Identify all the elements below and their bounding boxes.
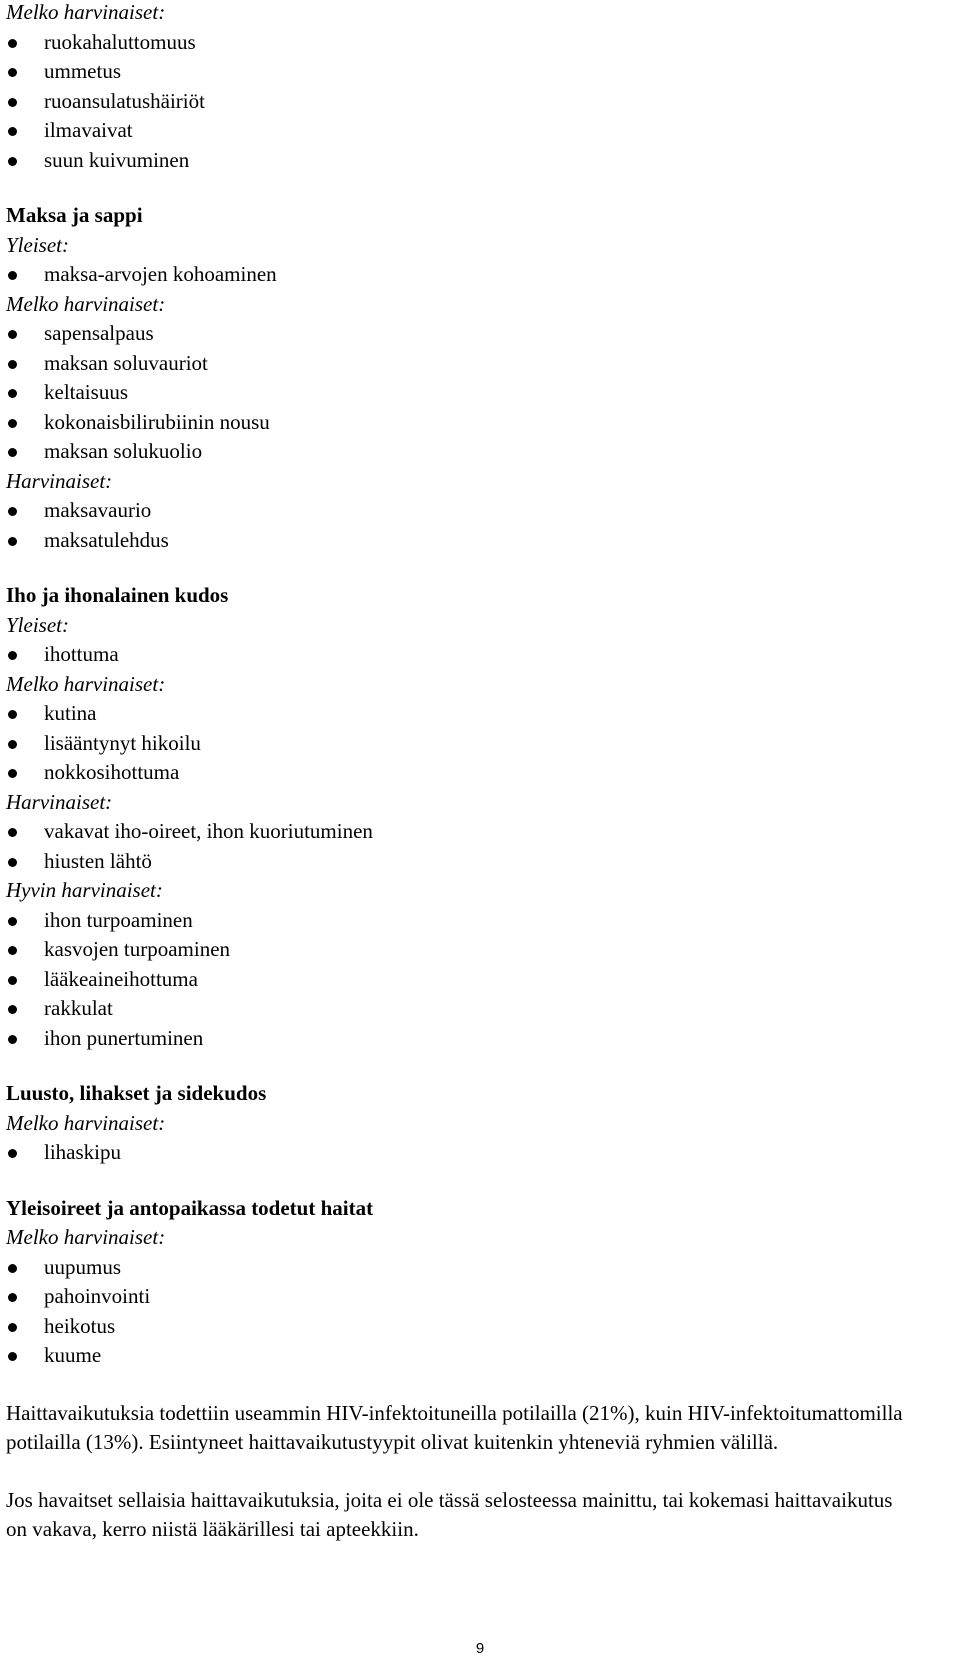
- list-item: suun kuivuminen: [6, 146, 906, 176]
- list-item: maksan soluvauriot: [6, 349, 906, 379]
- list-item: rakkulat: [6, 994, 906, 1024]
- side-effect-list: [6, 496, 906, 555]
- document-body: [6, 0, 906, 1545]
- list-item: pahoinvointi: [6, 1282, 906, 1312]
- section: [6, 0, 906, 175]
- side-effect-list: [6, 1138, 906, 1168]
- section: [6, 581, 906, 1053]
- reporting-paragraph: Jos havaitset sellaisia haittavaikutuksia, joita ei ole tässä selosteessa mainittu, tai kokemasi haittavaikutus on vakava, kerro niistä lääkärillesi tai apteekkiin.: [6, 1487, 893, 1541]
- list-item: sapensalpaus: [6, 319, 906, 349]
- frequency-label: Melko harvinaiset:: [6, 1225, 166, 1249]
- page-number: 9: [475, 1640, 485, 1657]
- frequency-label: Harvinaiset:: [6, 468, 113, 493]
- section: [6, 1194, 906, 1371]
- list-item: lisääntynyt hikoilu: [6, 729, 906, 759]
- list-item: nokkosihottuma: [6, 758, 906, 788]
- frequency-label: Hyvin harvinaiset:: [6, 878, 163, 902]
- list-item: ilmavaivat: [6, 116, 906, 146]
- list-item: maksavaurio: [6, 496, 906, 526]
- list-item: kuume: [6, 1341, 906, 1371]
- list-item: vakavat iho-oireet, ihon kuoriutuminen: [6, 817, 906, 847]
- list-item: ummetus: [6, 57, 906, 87]
- side-effect-sections: [6, 0, 906, 1371]
- list-item: maksa-arvojen kohoaminen: [6, 260, 906, 290]
- list-item: maksatulehdus: [6, 526, 906, 556]
- list-item: lihaskipu: [6, 1138, 906, 1168]
- frequency-label: Melko harvinaiset:: [6, 291, 166, 316]
- side-effect-list: [6, 1253, 906, 1371]
- list-item: ruokahaluttomuus: [6, 28, 906, 58]
- section-heading: Yleisoireet ja antopaikassa todetut haitat: [6, 1195, 374, 1220]
- list-item: ihon turpoaminen: [6, 906, 906, 936]
- list-item: keltaisuus: [6, 378, 906, 408]
- section: [6, 1079, 906, 1168]
- list-item: ihon punertuminen: [6, 1024, 906, 1054]
- list-item: kokonaisbilirubiinin nousu: [6, 408, 906, 438]
- side-effect-list: [6, 817, 906, 876]
- side-effect-list: [6, 906, 906, 1054]
- section-heading: Iho ja ihonalainen kudos: [6, 583, 229, 607]
- frequency-label: Yleiset:: [6, 612, 69, 637]
- side-effect-list: [6, 319, 906, 467]
- section-heading: Luusto, lihakset ja sidekudos: [6, 1081, 267, 1105]
- frequency-label: Yleiset:: [6, 232, 69, 257]
- side-effect-list: [6, 28, 906, 176]
- frequency-label: Melko harvinaiset:: [6, 671, 166, 696]
- list-item: ihottuma: [6, 640, 906, 670]
- summary-paragraph: Haittavaikutuksia todettiin useammin HIV-infektoituneilla potilailla (21%), kuin HIV-infektoitumattomilla potilailla (13%). Esiintyneet haittavaikutustyypit olivat kuitenkin yhteneviä ryhmien välillä.: [6, 1400, 903, 1454]
- section-heading: Maksa ja sappi: [6, 203, 143, 227]
- frequency-label: Harvinaiset:: [6, 789, 113, 814]
- frequency-label: Melko harvinaiset:: [6, 1110, 166, 1135]
- list-item: kasvojen turpoaminen: [6, 935, 906, 965]
- side-effect-list: [6, 640, 906, 670]
- list-item: maksan solukuolio: [6, 437, 906, 467]
- section: [6, 201, 906, 555]
- side-effect-list: [6, 699, 906, 788]
- side-effect-list: [6, 260, 906, 290]
- list-item: hiusten lähtö: [6, 847, 906, 877]
- list-item: ruoansulatushäiriöt: [6, 87, 906, 117]
- list-item: heikotus: [6, 1312, 906, 1342]
- list-item: lääkeaineihottuma: [6, 965, 906, 995]
- list-item: uupumus: [6, 1253, 906, 1283]
- frequency-label: Melko harvinaiset:: [6, 0, 166, 24]
- list-item: kutina: [6, 699, 906, 729]
